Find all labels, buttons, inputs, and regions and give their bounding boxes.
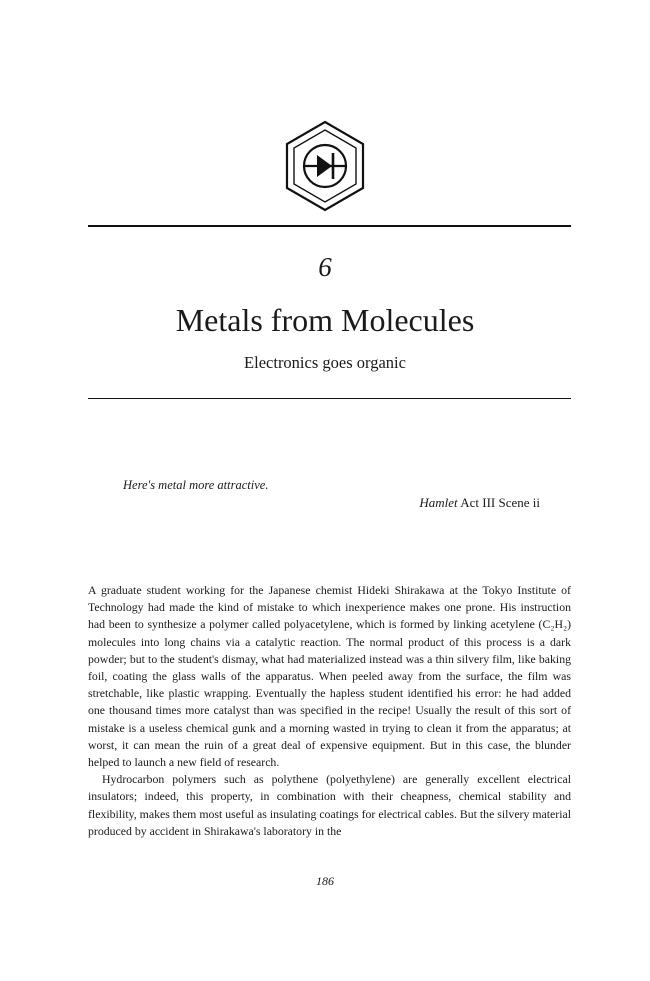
chapter-subtitle: Electronics goes organic bbox=[244, 353, 406, 372]
chapter-title: Metals from Molecules bbox=[175, 302, 475, 338]
paragraph-2: Hydrocarbon polymers such as polythene (polyethylene) are generally excellent electrical insulators; indeed, this property, in combination with their cheapness, chemical stability and flexibility, makes them most useful as insulating coatings for electrical cables. But the silvery material produced by accident in Shirakawa's laboratory in the bbox=[88, 772, 571, 838]
body-text bbox=[88, 582, 571, 840]
chapter-number: 6 bbox=[318, 252, 332, 282]
epigraph-act-scene: Act III Scene ii bbox=[460, 495, 540, 510]
epigraph-quote: Here's metal more attractive. bbox=[123, 478, 269, 492]
bottom-rule bbox=[88, 398, 571, 399]
diode-in-hexagon-icon bbox=[284, 120, 366, 212]
page-number: 186 bbox=[316, 874, 334, 888]
epigraph-source bbox=[419, 495, 540, 511]
epigraph-play: Hamlet bbox=[419, 495, 458, 510]
top-rule bbox=[88, 225, 571, 227]
paragraph-1: A graduate student working for the Japanese chemist Hideki Shirakawa at the Tokyo Institute of Technology had made the kind of mistake to which inexperience makes one prone. His instruction had been to synthesize a polymer called polyacetylene, which is formed by linking acetylene (C₂H₂) molecules into long chains via a catalytic reaction. The normal product of this process is a dark powder; but to the student's dismay, what had materialized instead was a thin silvery film, like baking foil, coating the glass walls of the apparatus. When peeled away from the surface, the film was stretchable, like plastic wrapping. Eventually the hapless student identified his error: he had added one thousand times more catalyst than was specified in the recipe! Usually the result of this sort of mistake is a useless chemical gunk and a morning wasted in trying to clean it from the apparatus; at worst, it can mean the ruin of a great deal of expensive equipment. But in this case, the blunder helped to launch a new field of research. bbox=[88, 583, 571, 770]
